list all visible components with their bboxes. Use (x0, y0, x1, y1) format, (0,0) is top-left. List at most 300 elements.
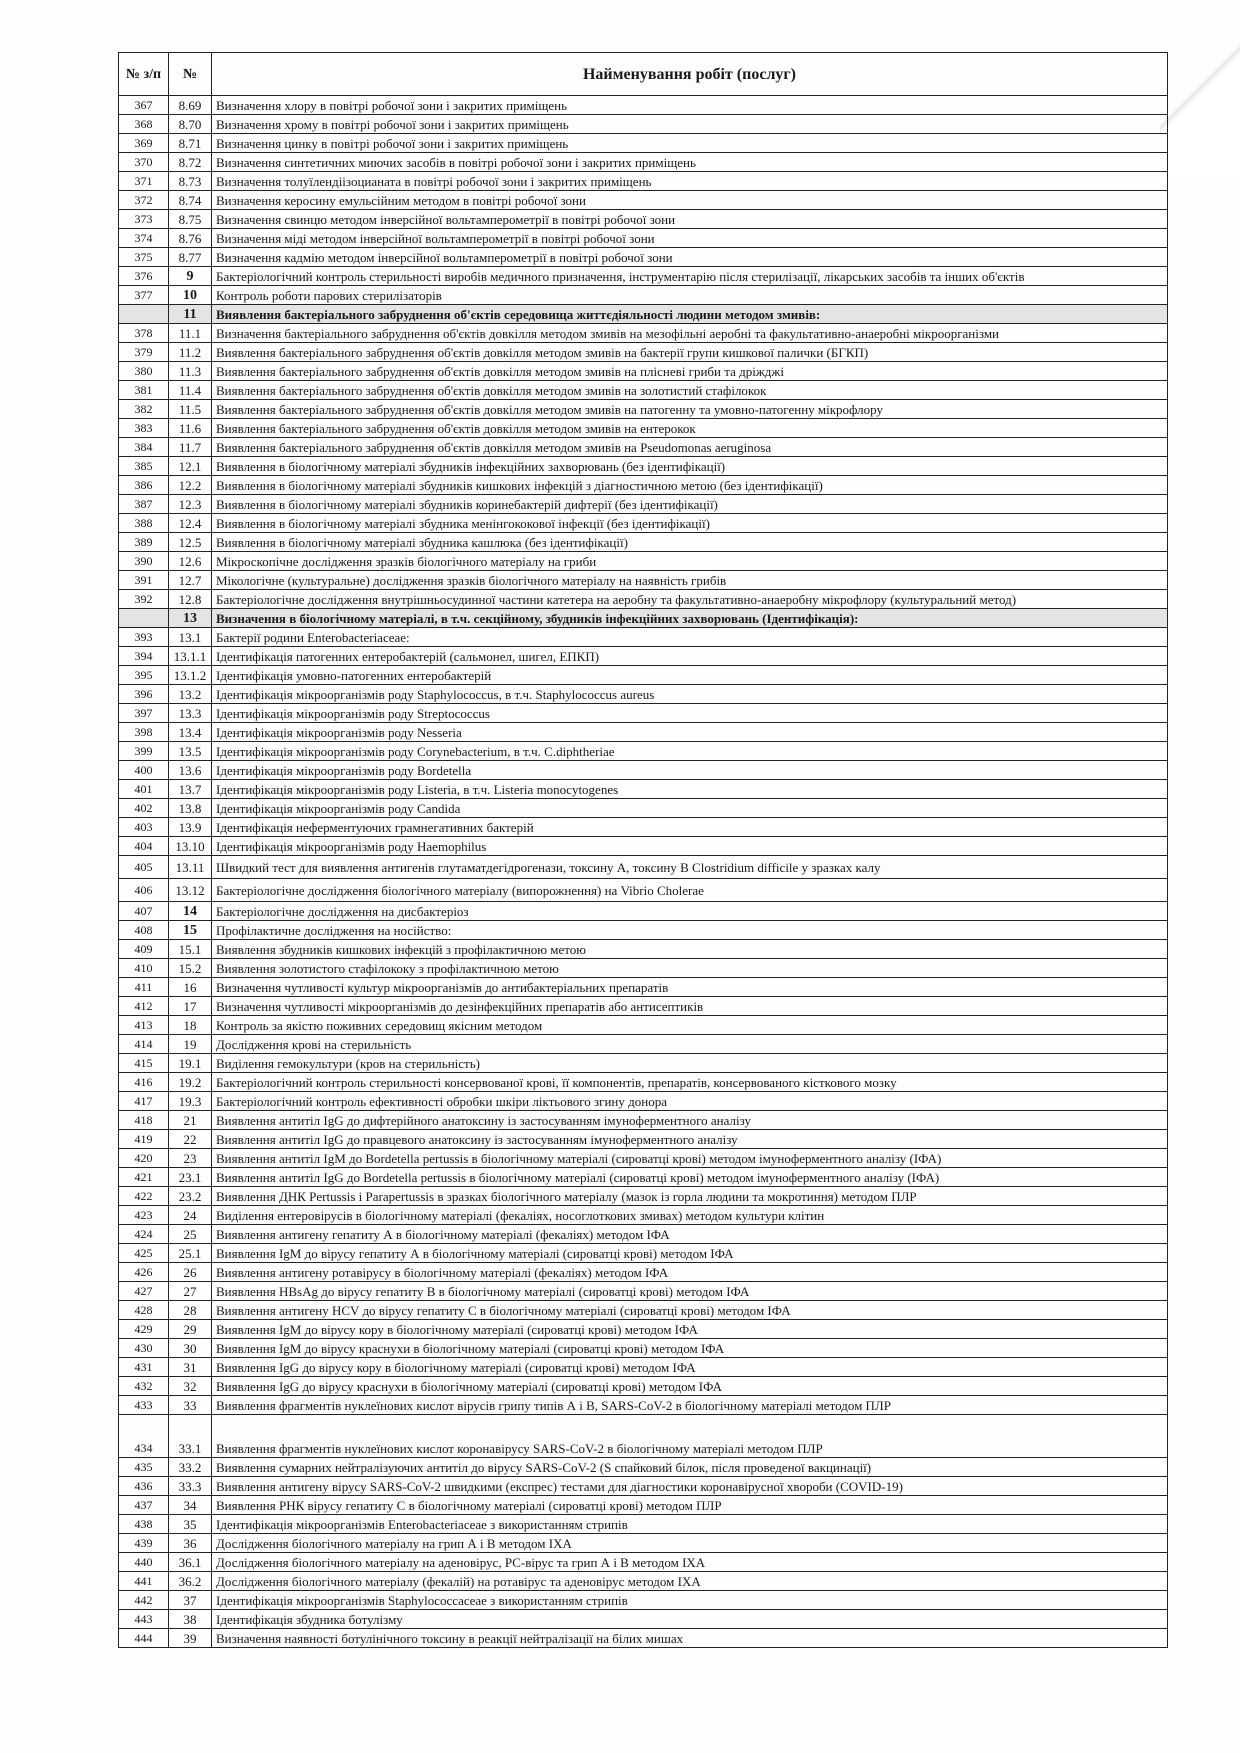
row-index: 368 (119, 115, 169, 134)
row-index: 404 (119, 837, 169, 856)
row-name: Визначення синтетичних миючих засобів в повітрі робочої зони і закритих приміщень (212, 153, 1168, 172)
row-index: 437 (119, 1496, 169, 1515)
row-number: 18 (169, 1016, 212, 1035)
row-index: 432 (119, 1377, 169, 1396)
table-row (119, 997, 1168, 1016)
row-index: 419 (119, 1130, 169, 1149)
row-number: 13.3 (169, 704, 212, 723)
table-row (119, 1149, 1168, 1168)
table-row (119, 172, 1168, 191)
row-number: 11.2 (169, 343, 212, 362)
table-row (119, 514, 1168, 533)
row-index: 441 (119, 1572, 169, 1591)
table-row (119, 1358, 1168, 1377)
table-row (119, 837, 1168, 856)
row-name: Визначення бактеріального забруднення об'єктів довкілля методом змивів на мезофільні аеробні та факультативно-анаеробні мікроорганізми (212, 324, 1168, 343)
row-index: 418 (119, 1111, 169, 1130)
table-row (119, 1206, 1168, 1225)
row-name: Виявлення сумарних нейтралізуючих антитіл до вірусу SARS-CoV-2 (S спайковий білок, після проведеної вакцинації) (212, 1458, 1168, 1477)
table-row (119, 476, 1168, 495)
table-row (119, 742, 1168, 761)
row-index: 412 (119, 997, 169, 1016)
row-name: Визначення свинцю методом інверсійної вольтамперометрії в повітрі робочої зони (212, 210, 1168, 229)
row-number: 11.6 (169, 419, 212, 438)
row-number: 11 (169, 305, 212, 324)
row-index: 371 (119, 172, 169, 191)
row-index: 430 (119, 1339, 169, 1358)
row-name: Виявлення в біологічному матеріалі збудників інфекційних захворювань (без ідентифікації) (212, 457, 1168, 476)
table-row (119, 647, 1168, 666)
row-index: 398 (119, 723, 169, 742)
row-index: 382 (119, 400, 169, 419)
row-number: 28 (169, 1301, 212, 1320)
row-number: 26 (169, 1263, 212, 1282)
table-row (119, 1396, 1168, 1415)
row-name: Виявлення фрагментів нуклеїнових кислот коронавірусу SARS-CoV-2 в біологічному матеріалі методом ПЛР (212, 1415, 1168, 1458)
row-name: Визначення чутливості мікроорганізмів до дезінфекційних препаратів або антисептиків (212, 997, 1168, 1016)
row-index: 392 (119, 590, 169, 609)
row-number: 10 (169, 286, 212, 305)
row-name: Виявлення HBsAg до вірусу гепатиту В в біологічному матеріалі (сироватці крові) методом ІФА (212, 1282, 1168, 1301)
table-row (119, 704, 1168, 723)
row-number: 13 (169, 609, 212, 628)
table-row (119, 1225, 1168, 1244)
row-number: 31 (169, 1358, 212, 1377)
row-number: 38 (169, 1610, 212, 1629)
table-row (119, 1477, 1168, 1496)
row-name: Ідентифікація мікроорганізмів роду Streptococcus (212, 704, 1168, 723)
table-row (119, 457, 1168, 476)
table-row (119, 780, 1168, 799)
row-number: 19.3 (169, 1092, 212, 1111)
row-number: 27 (169, 1282, 212, 1301)
row-number: 8.69 (169, 96, 212, 115)
row-name: Ідентифікація мікроорганізмів Enterobacteriaceae з використанням стрипів (212, 1515, 1168, 1534)
row-index: 436 (119, 1477, 169, 1496)
row-index: 425 (119, 1244, 169, 1263)
row-number: 36 (169, 1534, 212, 1553)
table-row (119, 940, 1168, 959)
table-row (119, 210, 1168, 229)
row-index: 377 (119, 286, 169, 305)
header-row (119, 53, 1168, 96)
row-name: Виявлення в біологічному матеріалі збудника кашлюка (без ідентифікації) (212, 533, 1168, 552)
row-name: Виділення ентеровірусів в біологічному матеріалі (фекаліях, носоглоткових змивах) методом культури клітин (212, 1206, 1168, 1225)
row-index: 439 (119, 1534, 169, 1553)
row-name: Ідентифікація мікроорганізмів роду Bordetella (212, 761, 1168, 780)
row-name: Виявлення антитіл IgM до Bordetella pertussis в біологічному матеріалі (сироватці крові) методом імуноферментного аналізу (ІФА) (212, 1149, 1168, 1168)
row-name: Визначення в біологічному матеріалі, в т.ч. секційному, збудників інфекційних захворювань (Ідентифікація): (212, 609, 1168, 628)
table-row (119, 381, 1168, 400)
table-row (119, 134, 1168, 153)
row-index (119, 609, 169, 628)
table-row (119, 1610, 1168, 1629)
row-index: 390 (119, 552, 169, 571)
row-number: 11.4 (169, 381, 212, 400)
row-name: Швидкий тест для виявлення антигенів глутаматдегідрогенази, токсину А, токсину В Clostridium difficile у зразках калу (212, 856, 1168, 879)
row-number: 24 (169, 1206, 212, 1225)
row-name: Виявлення ДНК Pertussis і Parapertussis в зразках біологічного матеріалу (мазок із горла людини та мокротиння) методом ПЛР (212, 1187, 1168, 1206)
table-row (119, 115, 1168, 134)
row-index: 394 (119, 647, 169, 666)
row-index: 389 (119, 533, 169, 552)
row-name: Визначення кадмію методом інверсійної вольтамперометрії в повітрі робочої зони (212, 248, 1168, 267)
row-name: Виявлення бактеріального забруднення об'єктів довкілля методом змивів на патогенну та умовно-патогенну мікрофлору (212, 400, 1168, 419)
row-index: 384 (119, 438, 169, 457)
row-index: 427 (119, 1282, 169, 1301)
table-row (119, 1301, 1168, 1320)
table-row (119, 1591, 1168, 1610)
row-number: 33.3 (169, 1477, 212, 1496)
row-index: 434 (119, 1415, 169, 1458)
row-number: 8.72 (169, 153, 212, 172)
row-number: 13.6 (169, 761, 212, 780)
row-index: 367 (119, 96, 169, 115)
row-index: 414 (119, 1035, 169, 1054)
row-number: 33 (169, 1396, 212, 1415)
table-row (119, 1263, 1168, 1282)
row-name: Бактеріологічне дослідження внутрішньосудинної частини катетера на аеробну та факультативно-анаеробну мікрофлору (культуральний метод) (212, 590, 1168, 609)
row-number: 11.3 (169, 362, 212, 381)
row-index: 423 (119, 1206, 169, 1225)
row-number: 19 (169, 1035, 212, 1054)
row-index: 370 (119, 153, 169, 172)
table-row (119, 1458, 1168, 1477)
table-row (119, 1496, 1168, 1515)
row-index: 376 (119, 267, 169, 286)
table-row (119, 1572, 1168, 1591)
row-name: Виявлення збудників кишкових інфекцій з профілактичною метою (212, 940, 1168, 959)
table-header (119, 53, 1168, 96)
row-number: 32 (169, 1377, 212, 1396)
row-index: 379 (119, 343, 169, 362)
row-index: 431 (119, 1358, 169, 1377)
row-number: 13.11 (169, 856, 212, 879)
row-index: 442 (119, 1591, 169, 1610)
row-number: 8.77 (169, 248, 212, 267)
row-name: Ідентифікація мікроорганізмів роду Listeria, в т.ч. Listeria monocytogenes (212, 780, 1168, 799)
row-number: 13.7 (169, 780, 212, 799)
row-name: Виявлення антигену гепатиту А в біологічному матеріалі (фекаліях) методом ІФА (212, 1225, 1168, 1244)
services-table (118, 52, 1168, 1648)
table-row (119, 590, 1168, 609)
row-number: 25 (169, 1225, 212, 1244)
row-number: 8.73 (169, 172, 212, 191)
table-row (119, 1320, 1168, 1339)
row-number: 15 (169, 921, 212, 940)
header-number: № (169, 53, 212, 96)
row-number: 36.1 (169, 1553, 212, 1572)
row-number: 12.4 (169, 514, 212, 533)
row-name: Бактеріологічний контроль стерильності виробів медичного призначення, інструментарію після стерилізації, лікарських засобів та інших об'єктів (212, 267, 1168, 286)
row-name: Визначення наявності ботулінічного токсину в реакції нейтралізації на білих мишах (212, 1629, 1168, 1648)
table-row (119, 1111, 1168, 1130)
row-number: 23.1 (169, 1168, 212, 1187)
page-corner-fold (1160, 0, 1240, 180)
row-name: Виявлення бактеріального забруднення об'єктів довкілля методом змивів на золотистий стафілокок (212, 381, 1168, 400)
row-number: 29 (169, 1320, 212, 1339)
row-name: Дослідження крові на стерильність (212, 1035, 1168, 1054)
row-name: Дослідження біологічного матеріалу (фекалій) на ротавірус та аденовірус методом ІХА (212, 1572, 1168, 1591)
row-number: 8.71 (169, 134, 212, 153)
row-name: Ідентифікація мікроорганізмів роду Haemophilus (212, 837, 1168, 856)
row-index: 403 (119, 818, 169, 837)
row-index: 383 (119, 419, 169, 438)
row-name: Мікологічне (культуральне) дослідження зразків біологічного матеріалу на наявність грибів (212, 571, 1168, 590)
row-name: Виявлення РНК вірусу гепатиту С в біологічному матеріалі (сироватці крові) методом ПЛР (212, 1496, 1168, 1515)
table-row (119, 343, 1168, 362)
table-row (119, 1130, 1168, 1149)
row-number: 13.12 (169, 879, 212, 902)
row-index: 387 (119, 495, 169, 514)
row-number: 12.2 (169, 476, 212, 495)
row-name: Виявлення антитіл IgG до Bordetella pertussis в біологічному матеріалі (сироватці крові) методом імуноферментного аналізу (ІФА) (212, 1168, 1168, 1187)
row-number: 16 (169, 978, 212, 997)
row-index: 422 (119, 1187, 169, 1206)
row-index: 401 (119, 780, 169, 799)
row-name: Визначення чутливості культур мікроорганізмів до антибактеріальних препаратів (212, 978, 1168, 997)
row-number: 9 (169, 267, 212, 286)
row-index: 429 (119, 1320, 169, 1339)
row-name: Виявлення бактеріального забруднення об'єктів довкілля методом змивів на бактерії групи кишкової палички (БГКП) (212, 343, 1168, 362)
row-index: 385 (119, 457, 169, 476)
row-name: Виявлення антигену ротавірусу в біологічному матеріалі (фекаліях) методом ІФА (212, 1263, 1168, 1282)
row-number: 14 (169, 902, 212, 921)
row-name: Ідентифікація умовно-патогенних ентеробактерій (212, 666, 1168, 685)
row-name: Виявлення фрагментів нуклеїнових кислот вірусів грипу типів А і В, SARS-CoV-2 в біологічному матеріалі методом ПЛР (212, 1396, 1168, 1415)
table-row (119, 902, 1168, 921)
row-name: Виявлення золотистого стафілококу з профілактичною метою (212, 959, 1168, 978)
row-number: 12.7 (169, 571, 212, 590)
table-row (119, 1244, 1168, 1263)
row-number: 21 (169, 1111, 212, 1130)
row-name: Профілактичне дослідження на носійство: (212, 921, 1168, 940)
row-index: 410 (119, 959, 169, 978)
table-row (119, 1035, 1168, 1054)
table-row (119, 1054, 1168, 1073)
row-number: 8.70 (169, 115, 212, 134)
table-row (119, 96, 1168, 115)
row-index: 435 (119, 1458, 169, 1477)
row-index: 391 (119, 571, 169, 590)
row-index: 415 (119, 1054, 169, 1073)
row-name: Дослідження біологічного матеріалу на грип А і В методом ІХА (212, 1534, 1168, 1553)
row-name: Ідентифікація мікроорганізмів Staphylococcaceae з використанням стрипів (212, 1591, 1168, 1610)
table-row (119, 1092, 1168, 1111)
row-name: Визначення цинку в повітрі робочої зони і закритих приміщень (212, 134, 1168, 153)
row-number: 36.2 (169, 1572, 212, 1591)
row-name: Бактеріологічний контроль стерильності консервованої крові, її компонентів, препаратів, консервованого кісткового мозку (212, 1073, 1168, 1092)
row-name: Виявлення IgM до вірусу кору в біологічному матеріалі (сироватці крові) методом ІФА (212, 1320, 1168, 1339)
row-name: Виявлення антигену вірусу SARS-CoV-2 швидкими (експрес) тестами для діагностики коронавірусної хвороби (COVID-19) (212, 1477, 1168, 1496)
table-row (119, 628, 1168, 647)
row-number: 13.1.2 (169, 666, 212, 685)
table-row (119, 419, 1168, 438)
row-name: Виявлення IgM до вірусу гепатиту А в біологічному матеріалі (сироватці крові) методом ІФА (212, 1244, 1168, 1263)
row-number: 12.3 (169, 495, 212, 514)
row-index: 433 (119, 1396, 169, 1415)
row-index: 405 (119, 856, 169, 879)
row-index: 395 (119, 666, 169, 685)
row-name: Контроль роботи парових стерилізаторів (212, 286, 1168, 305)
row-number: 39 (169, 1629, 212, 1648)
header-index: № з/п (119, 53, 169, 96)
row-index: 397 (119, 704, 169, 723)
table-row (119, 723, 1168, 742)
row-index: 413 (119, 1016, 169, 1035)
table-row (119, 818, 1168, 837)
row-number: 13.4 (169, 723, 212, 742)
row-number: 12.6 (169, 552, 212, 571)
row-name: Визначення керосину емульсійним методом в повітрі робочої зони (212, 191, 1168, 210)
row-name: Бактерії родини Enterobacteriaceae: (212, 628, 1168, 647)
row-number: 30 (169, 1339, 212, 1358)
row-number: 33.1 (169, 1415, 212, 1458)
row-index: 408 (119, 921, 169, 940)
table-row (119, 856, 1168, 879)
row-number: 23 (169, 1149, 212, 1168)
table-row (119, 533, 1168, 552)
row-index: 420 (119, 1149, 169, 1168)
row-number: 12.5 (169, 533, 212, 552)
table-row (119, 959, 1168, 978)
table-row (119, 400, 1168, 419)
table-row (119, 1016, 1168, 1035)
row-index: 380 (119, 362, 169, 381)
row-number: 25.1 (169, 1244, 212, 1263)
table-row (119, 1515, 1168, 1534)
table-row (119, 362, 1168, 381)
row-number: 13.2 (169, 685, 212, 704)
row-number: 34 (169, 1496, 212, 1515)
row-index: 388 (119, 514, 169, 533)
table-row (119, 153, 1168, 172)
row-index: 411 (119, 978, 169, 997)
row-name: Визначення толуїлендіізоцианата в повітрі робочої зони і закритих приміщень (212, 172, 1168, 191)
row-index: 375 (119, 248, 169, 267)
row-name: Ідентифікація патогенних ентеробактерій (сальмонел, шигел, ЕПКП) (212, 647, 1168, 666)
row-name: Виявлення IgM до вірусу краснухи в біологічному матеріалі (сироватці крові) методом ІФА (212, 1339, 1168, 1358)
table-row (119, 879, 1168, 902)
table-row (119, 1282, 1168, 1301)
row-name: Визначення міді методом інверсійної вольтамперометрії в повітрі робочої зони (212, 229, 1168, 248)
table-row (119, 685, 1168, 704)
row-name: Виявлення антитіл IgG до правцевого анатоксину із застосуванням імуноферментного аналізу (212, 1130, 1168, 1149)
table-row (119, 438, 1168, 457)
row-name: Ідентифікація мікроорганізмів роду Corynebacterium, в т.ч. C.diphtheriae (212, 742, 1168, 761)
row-number: 13.10 (169, 837, 212, 856)
table-row (119, 1168, 1168, 1187)
header-name: Найменування робіт (послуг) (212, 53, 1168, 96)
table-row (119, 1415, 1168, 1458)
row-name: Бактеріологічний контроль ефективності обробки шкіри ліктьового згину донора (212, 1092, 1168, 1111)
table-row (119, 267, 1168, 286)
row-index: 396 (119, 685, 169, 704)
table-row (119, 761, 1168, 780)
table-row (119, 324, 1168, 343)
row-name: Мікроскопічне дослідження зразків біологічного матеріалу на гриби (212, 552, 1168, 571)
table-row (119, 1073, 1168, 1092)
row-name: Виявлення IgG до вірусу краснухи в біологічному матеріалі (сироватці крові) методом ІФА (212, 1377, 1168, 1396)
row-index: 417 (119, 1092, 169, 1111)
table-row (119, 286, 1168, 305)
row-name: Виявлення в біологічному матеріалі збудника менінгококової інфекції (без ідентифікації) (212, 514, 1168, 533)
row-name: Виявлення антитіл IgG до дифтерійного анатоксину із застосуванням імуноферментного аналізу (212, 1111, 1168, 1130)
row-index: 372 (119, 191, 169, 210)
table-row (119, 1553, 1168, 1572)
row-index: 440 (119, 1553, 169, 1572)
row-name: Ідентифікація мікроорганізмів роду Candida (212, 799, 1168, 818)
row-name: Визначення хрому в повітрі робочої зони і закритих приміщень (212, 115, 1168, 134)
table-row (119, 1187, 1168, 1206)
row-index: 438 (119, 1515, 169, 1534)
table-row (119, 552, 1168, 571)
row-index: 428 (119, 1301, 169, 1320)
row-name: Ідентифікація неферментуючих грамнегативних бактерій (212, 818, 1168, 837)
row-number: 11.7 (169, 438, 212, 457)
row-number: 8.74 (169, 191, 212, 210)
row-name: Виявлення IgG до вірусу кору в біологічному матеріалі (сироватці крові) методом ІФА (212, 1358, 1168, 1377)
row-name: Виявлення бактеріального забруднення об'єктів середовища життєдіяльності людини методом змивів: (212, 305, 1168, 324)
row-index: 444 (119, 1629, 169, 1648)
row-name: Ідентифікація мікроорганізмів роду Staphylococcus, в т.ч. Staphylococcus aureus (212, 685, 1168, 704)
row-index: 424 (119, 1225, 169, 1244)
table-row (119, 666, 1168, 685)
row-index: 378 (119, 324, 169, 343)
row-name: Дослідження біологічного матеріалу на аденовірус, РС-вірус та грип А і В методом ІХА (212, 1553, 1168, 1572)
row-name: Бактеріологічне дослідження біологічного матеріалу (випорожнення) на Vibrio Cholerae (212, 879, 1168, 902)
row-index: 406 (119, 879, 169, 902)
table-row (119, 921, 1168, 940)
row-number: 19.2 (169, 1073, 212, 1092)
row-index: 409 (119, 940, 169, 959)
row-name: Виявлення бактеріального забруднення об'єктів довкілля методом змивів на ентерокок (212, 419, 1168, 438)
row-number: 13.8 (169, 799, 212, 818)
row-index: 381 (119, 381, 169, 400)
table-row (119, 495, 1168, 514)
row-index (119, 305, 169, 324)
row-name: Виявлення бактеріального забруднення об'єктів довкілля методом змивів на плісневі гриби та дріжджі (212, 362, 1168, 381)
row-name: Ідентифікація мікроорганізмів роду Nesseria (212, 723, 1168, 742)
row-name: Контроль за якістю поживних середовищ якісним методом (212, 1016, 1168, 1035)
row-name: Виявлення бактеріального забруднення об'єктів довкілля методом змивів на Pseudomonas aeruginosa (212, 438, 1168, 457)
row-number: 13.1.1 (169, 647, 212, 666)
row-number: 19.1 (169, 1054, 212, 1073)
table-row (119, 571, 1168, 590)
row-name: Ідентифікація збудника ботулізму (212, 1610, 1168, 1629)
row-number: 37 (169, 1591, 212, 1610)
row-number: 11.1 (169, 324, 212, 343)
row-index: 386 (119, 476, 169, 495)
row-name: Виділення гемокультури (кров на стерильність) (212, 1054, 1168, 1073)
row-name: Виявлення в біологічному матеріалі збудників кишкових інфекцій з діагностичною метою (без ідентифікації) (212, 476, 1168, 495)
row-name: Виявлення антигену HCV до вірусу гепатиту С в біологічному матеріалі (сироватці крові) методом ІФА (212, 1301, 1168, 1320)
row-index: 407 (119, 902, 169, 921)
table-row (119, 1339, 1168, 1358)
table-body (119, 96, 1168, 1648)
row-index: 369 (119, 134, 169, 153)
row-index: 393 (119, 628, 169, 647)
row-name: Визначення хлору в повітрі робочої зони і закритих приміщень (212, 96, 1168, 115)
row-index: 421 (119, 1168, 169, 1187)
row-index: 373 (119, 210, 169, 229)
row-index: 402 (119, 799, 169, 818)
row-number: 22 (169, 1130, 212, 1149)
row-name: Виявлення в біологічному матеріалі збудників коринебактерій дифтерії (без ідентифікації) (212, 495, 1168, 514)
row-number: 8.75 (169, 210, 212, 229)
row-index: 399 (119, 742, 169, 761)
table-row (119, 799, 1168, 818)
